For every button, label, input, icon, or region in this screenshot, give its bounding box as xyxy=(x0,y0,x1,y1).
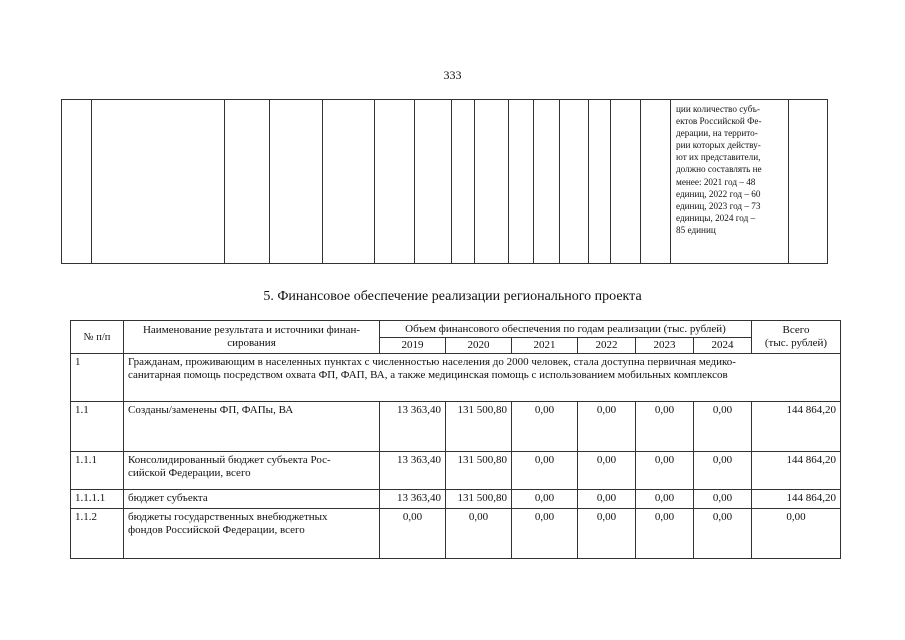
note-line: ции количество субъ- xyxy=(676,104,760,114)
value-cell: 0,00 xyxy=(380,509,446,559)
table-cell xyxy=(62,100,92,264)
table-row xyxy=(71,452,841,490)
table-cell xyxy=(641,100,671,264)
row-num: 1 xyxy=(71,354,124,402)
header-total-line: (тыс. рублей) xyxy=(764,337,828,349)
row-name-line: сийской Федерации, всего xyxy=(128,467,251,479)
row-num: 1.1.1.1 xyxy=(71,490,124,509)
table-cell xyxy=(375,100,415,264)
header-year: 2024 xyxy=(694,338,752,354)
note-line: ют их представители, xyxy=(676,152,761,163)
value-cell: 0,00 xyxy=(694,490,752,509)
value-cell: 0,00 xyxy=(636,490,694,509)
value-cell: 0,00 xyxy=(512,490,578,509)
value-cell: 0,00 xyxy=(578,490,636,509)
value-cell: 0,00 xyxy=(636,452,694,490)
header-name xyxy=(124,321,380,354)
header-year: 2021 xyxy=(512,338,578,354)
value-cell: 13 363,40 xyxy=(380,490,446,509)
note-line: рии которых действу- xyxy=(676,140,761,151)
value-cell: 0,00 xyxy=(578,452,636,490)
value-cell: 0,00 xyxy=(636,509,694,559)
value-cell: 0,00 xyxy=(512,402,578,452)
row-name-line: Созданы/заменены ФП, ФАПы, ВА xyxy=(128,404,294,416)
header-num: № п/п xyxy=(71,321,124,354)
total-cell: 144 864,20 xyxy=(752,402,841,452)
table-row xyxy=(71,402,841,452)
row-name-line: Консолидированный бюджет субъекта Рос- xyxy=(128,454,331,466)
table-cell xyxy=(475,100,509,264)
row-name-line: бюджеты государственных внебюджетных xyxy=(128,511,328,523)
group-row xyxy=(71,354,841,402)
table-cell xyxy=(225,100,270,264)
header-name-line: Наименование результата и источники финан- xyxy=(142,324,361,336)
table-row xyxy=(71,490,841,509)
total-cell: 144 864,20 xyxy=(752,490,841,509)
table-cell xyxy=(452,100,475,264)
row-num: 1.1.1 xyxy=(71,452,124,490)
page-number: 333 xyxy=(443,68,462,82)
note-line: менее: 2021 год – 48 xyxy=(676,176,756,187)
note-line: 85 единиц xyxy=(676,224,716,235)
value-cell: 131 500,80 xyxy=(446,490,512,509)
table-cell xyxy=(92,100,225,264)
header-year: 2020 xyxy=(446,338,512,354)
table-cell xyxy=(534,100,560,264)
row-name-line: фондов Российской Федерации, всего xyxy=(128,524,305,536)
group-text xyxy=(124,354,841,402)
header-row xyxy=(71,321,841,338)
value-cell: 0,00 xyxy=(694,509,752,559)
value-cell: 0,00 xyxy=(694,452,752,490)
group-text-line: санитарная помощь посредством охвата ФП, ФАП, ВА, а также медицинская помощь с использованием мобильных комплексов xyxy=(128,369,728,381)
header-year: 2022 xyxy=(578,338,636,354)
value-cell: 0,00 xyxy=(512,509,578,559)
total-cell: 0,00 xyxy=(752,509,841,559)
row-name xyxy=(124,509,380,559)
note-line: единиц, 2022 год – 60 xyxy=(676,188,761,199)
value-cell: 0,00 xyxy=(578,509,636,559)
group-text-line: Гражданам, проживающим в населенных пунктах с численностью населения до 2000 человек, стала доступна первичная медико- xyxy=(128,356,736,368)
section-title: 5. Финансовое обеспечение реализации регионального проекта xyxy=(263,289,642,304)
header-year: 2019 xyxy=(380,338,446,354)
row-num: 1.1.2 xyxy=(71,509,124,559)
row-name-line: бюджет субъекта xyxy=(128,492,208,504)
row-name xyxy=(124,452,380,490)
total-cell: 144 864,20 xyxy=(752,452,841,490)
note-line: ектов Российской Фе- xyxy=(676,116,762,127)
table-cell xyxy=(415,100,452,264)
header-total-line: Всего xyxy=(782,324,810,336)
note-line: единиц, 2023 год – 73 xyxy=(676,200,761,211)
continuation-note xyxy=(671,100,789,264)
continuation-table xyxy=(61,99,828,264)
row-name xyxy=(124,490,380,509)
value-cell: 0,00 xyxy=(636,402,694,452)
table-cell xyxy=(589,100,611,264)
table-cell xyxy=(789,100,828,264)
table-cell xyxy=(323,100,375,264)
note-line: должно составлять не xyxy=(676,164,762,175)
table-cell xyxy=(509,100,534,264)
table-row xyxy=(71,509,841,559)
note-line: дерации, на террито- xyxy=(676,128,758,139)
row-name xyxy=(124,402,380,452)
value-cell: 13 363,40 xyxy=(380,452,446,490)
header-year: 2023 xyxy=(636,338,694,354)
table-cell xyxy=(611,100,641,264)
value-cell: 131 500,80 xyxy=(446,402,512,452)
header-name-line: сирования xyxy=(227,337,276,349)
value-cell: 0,00 xyxy=(694,402,752,452)
continuation-row xyxy=(62,100,828,264)
finance-table xyxy=(70,320,841,559)
header-total xyxy=(752,321,841,354)
value-cell: 131 500,80 xyxy=(446,452,512,490)
row-num: 1.1 xyxy=(71,402,124,452)
note-line: единицы, 2024 год – xyxy=(676,212,756,223)
value-cell: 0,00 xyxy=(446,509,512,559)
value-cell: 0,00 xyxy=(512,452,578,490)
header-volume: Объем финансового обеспечения по годам реализации (тыс. рублей) xyxy=(380,321,752,338)
table-cell xyxy=(560,100,589,264)
value-cell: 13 363,40 xyxy=(380,402,446,452)
value-cell: 0,00 xyxy=(578,402,636,452)
table-cell xyxy=(270,100,323,264)
